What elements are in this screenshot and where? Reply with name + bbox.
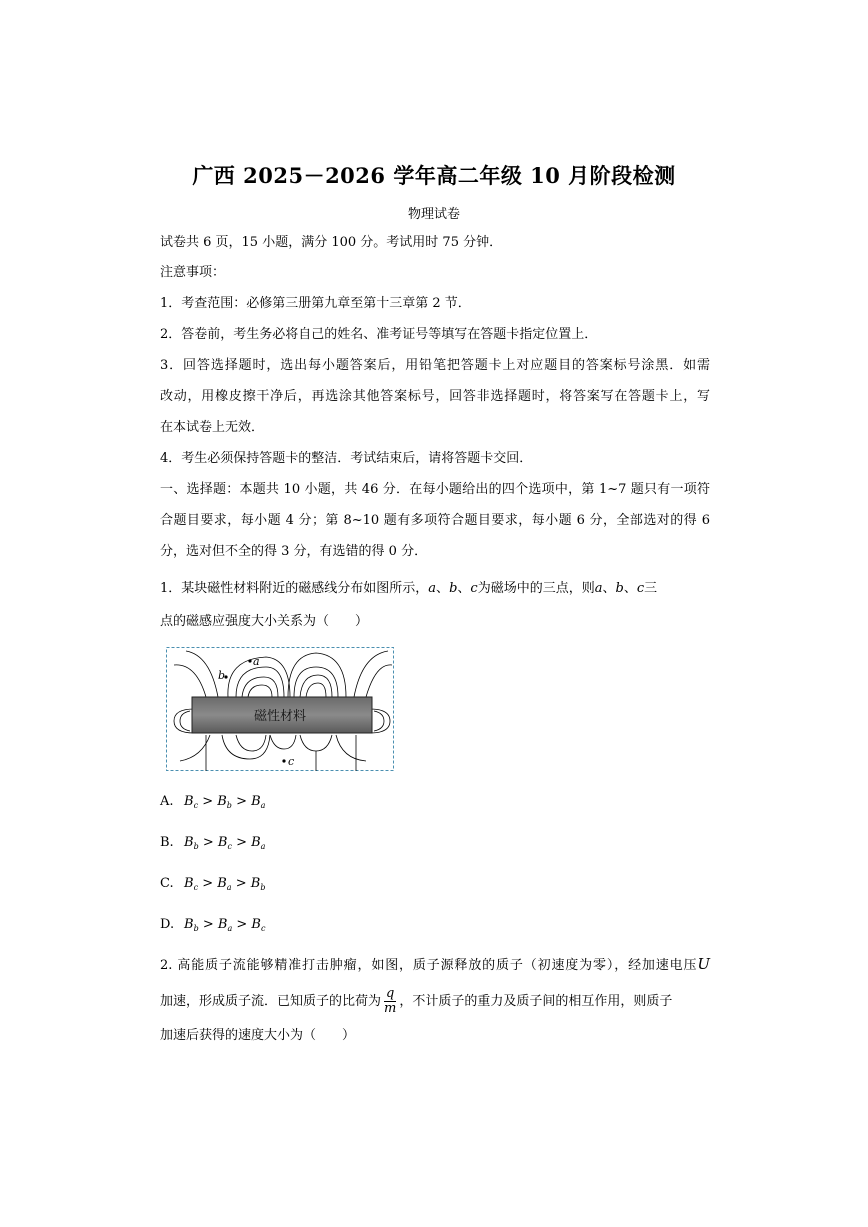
q1-option-c[interactable] [160,876,265,892]
option-label: C. [160,876,174,891]
gt-sign: > [202,876,214,891]
q1-text: 三 [644,581,658,596]
sep: 、 [623,581,637,596]
gt-sign: > [202,794,214,809]
notes-title: 注意事项： [160,265,226,280]
subscript: a [260,842,266,851]
var-a: a [594,581,603,596]
point-c-label: c [288,755,295,768]
q1-stem-line-1 [160,580,710,598]
q1-option-d[interactable] [160,917,265,933]
point-a-dot [248,659,251,662]
q2-text: 2. 高能质子流能够精准打击肿瘤，如图，质子源释放的质子（初速度为零），经加速电压 [160,958,698,973]
b-symbol: B [217,876,227,891]
note-3-line-1: 3．回答选择题时，选出每小题答案后，用铅笔把答题卡上对应题目的答案标号涂黑．如需 [160,358,710,373]
sep: 、 [602,581,616,596]
subscript: b [226,801,232,810]
magnet-label: 磁性材料 [253,709,307,724]
b-symbol: B [250,876,261,891]
b-symbol: B [217,794,227,809]
subscript: a [227,924,233,933]
frac-numerator: q [386,986,395,1001]
option-label: A. [160,794,174,809]
section-1-line-1: 一、选择题：本题共 10 小题，共 46 分．在每小题给出的四个选项中，第 1~7 题只有一项符 [160,482,710,497]
var-a: a [428,581,437,596]
q1-option-a[interactable] [160,794,265,810]
exam-info: 试卷共 6 页，15 小题，满分 100 分。考试用时 75 分钟． [160,235,503,250]
b-symbol: B [184,794,194,809]
q2-text: ，不计质子的重力及质子间的相互作用，则质子 [399,994,673,1009]
q1-option-b[interactable] [160,835,265,851]
page-subtitle: 物理试卷 [407,207,460,222]
subscript: b [193,924,199,933]
subscript: c [260,924,266,933]
gt-sign: > [236,835,247,850]
sep: 、 [457,581,471,596]
subscript: a [260,801,266,810]
gt-sign: > [236,917,248,932]
q1-text: 1．某块磁性材料附近的磁感线分布如图所示， [160,581,429,596]
section-1-line-2: 合题目要求，每小题 4 分；第 8~10 题有多项符合题目要求，每小题 6 分，全部选对的得 6 [160,513,710,528]
b-symbol: B [184,835,194,850]
gt-sign: > [202,917,214,932]
subscript: a [226,883,232,892]
var-b: b [449,581,458,596]
gt-sign: > [236,794,247,809]
gt-sign: > [235,876,247,891]
b-symbol: B [251,794,261,809]
b-symbol: B [251,917,261,932]
note-1: 1．考查范围：必修第三册第九章至第十三章第 2 节． [160,296,471,311]
q1-text: 为磁场中的三点，则 [477,581,595,596]
var-b: b [615,581,624,596]
q1-stem-line-2: 点的磁感应强度大小关系为（ ） [160,614,369,629]
b-symbol: B [217,917,228,932]
page-title: 广西 2025－2026 学年高二年级 10 月阶段检测 [192,163,676,188]
gt-sign: > [202,835,214,850]
point-a-label: a [253,655,260,668]
point-b-label: b [218,669,226,682]
subscript: c [193,801,199,810]
magnetic-field-figure [166,647,394,771]
q2-stem-line-2 [160,984,710,1020]
q2-stem-line-3: 加速后获得的速度大小为（ ） [160,1028,356,1043]
option-label: D. [160,917,175,932]
subscript: c [193,883,199,892]
b-symbol: B [251,835,261,850]
b-symbol: B [184,917,194,932]
note-2: 2．答卷前，考生务必将自己的姓名、准考证号等填写在答题卡指定位置上． [160,327,598,342]
subscript: c [227,842,232,851]
var-c: c [470,581,478,596]
var-c: c [636,581,645,596]
b-symbol: B [217,835,228,850]
note-3-line-2: 改动，用橡皮擦干净后，再选涂其他答案标号，回答非选择题时，将答案写在答题卡上，写 [160,389,710,404]
subscript: b [260,883,266,892]
note-4: 4．考生必须保持答题卡的整洁．考试结束后，请将答题卡交回． [160,451,533,466]
note-3-line-3: 在本试卷上无效． [160,420,265,435]
section-1-line-3: 分，选对但不全的得 3 分，有选错的得 0 分． [160,544,428,559]
option-label: B. [160,835,174,850]
frac-denominator: m [384,1001,397,1016]
b-symbol: B [184,876,194,891]
q2-text: 加速，形成质子流．已知质子的比荷为 [160,994,382,1009]
subscript: b [193,842,199,851]
var-u: U [697,955,710,973]
sep: 、 [436,581,450,596]
charge-mass-ratio [384,987,396,1016]
q2-stem-line-1 [160,955,710,975]
point-c-dot [282,759,285,762]
